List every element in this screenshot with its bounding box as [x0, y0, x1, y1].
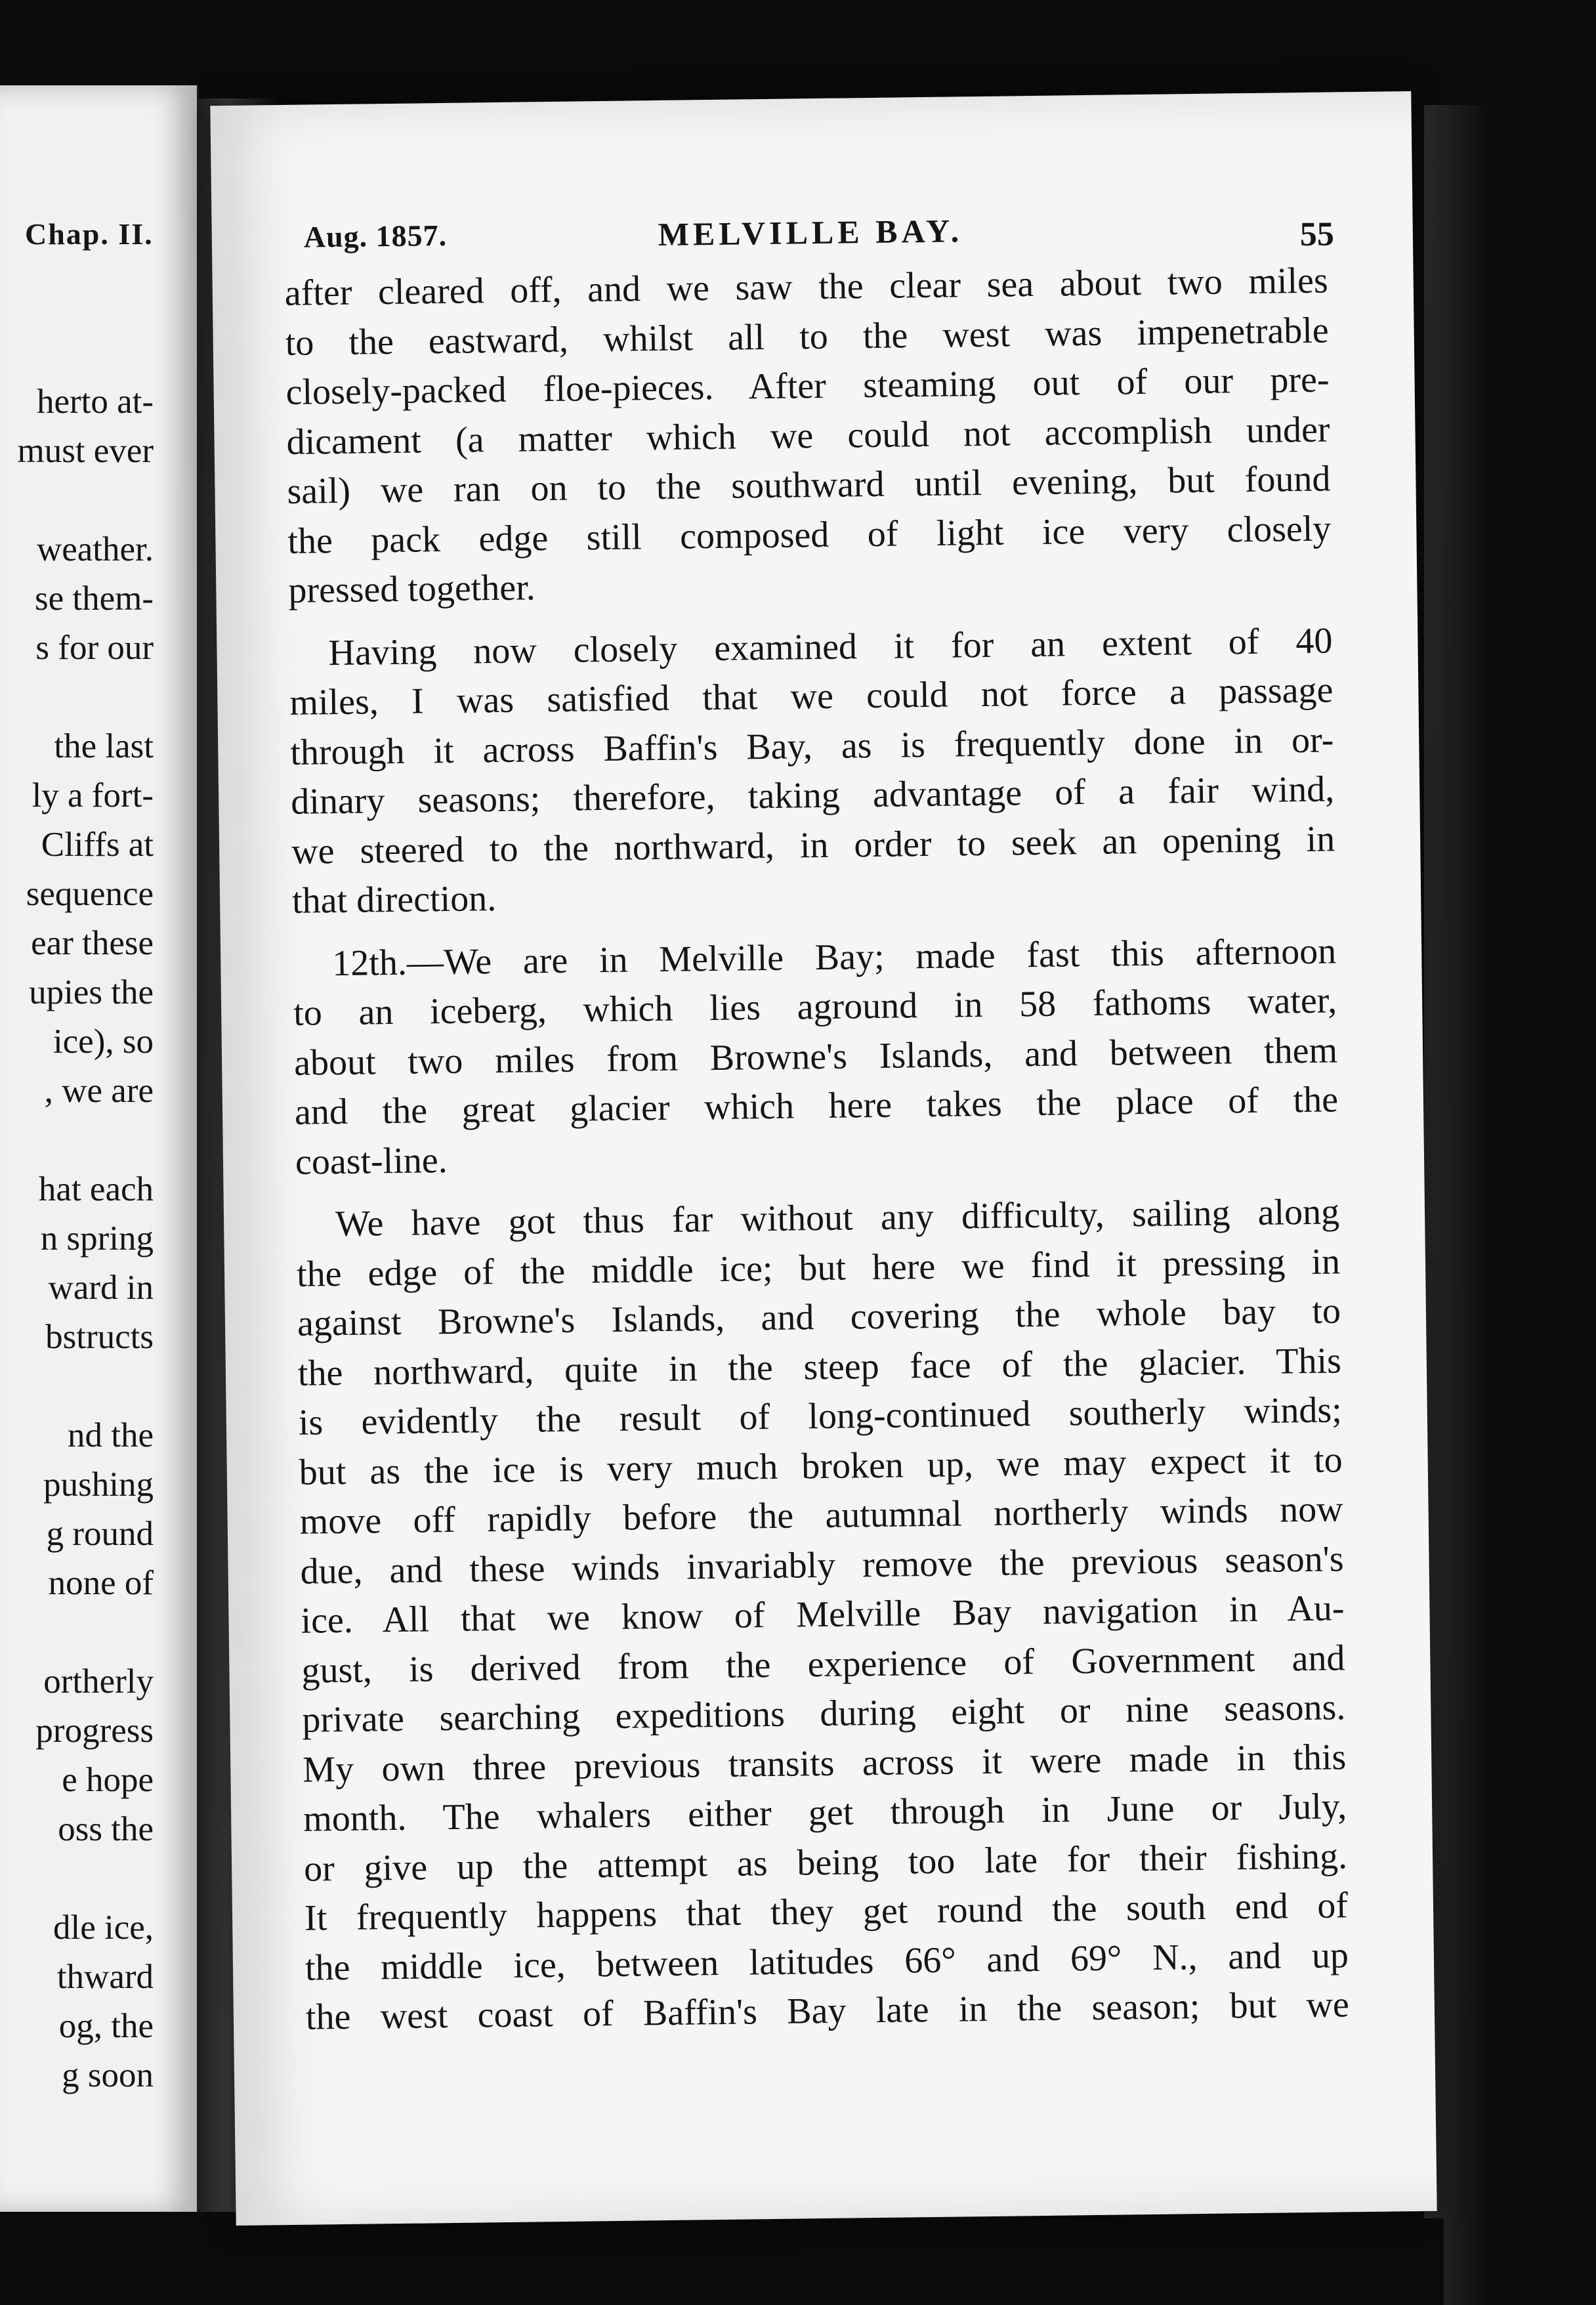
text-line: we steered to the northward, in order to seek an opening in	[291, 818, 1335, 872]
facing-page-line: upies the	[29, 973, 154, 1011]
facing-page-line: , we are	[44, 1072, 154, 1110]
text-line: coast-line.	[295, 1139, 448, 1183]
page-body	[284, 257, 1349, 2043]
running-head-date: Aug. 1857.	[303, 218, 448, 254]
facing-page-header: Chap. II.	[25, 217, 154, 251]
facing-page-line: herto at-	[36, 383, 154, 421]
text-line: Having now closely examined it for an extent of 40	[328, 620, 1333, 673]
text-line: the edge of the middle ice; but here we find it pressing in	[296, 1240, 1341, 1295]
text-line: and the great glacier which here takes the place of the	[294, 1079, 1339, 1133]
text-line: against Browne's Islands, and covering the whole bay to	[297, 1290, 1341, 1344]
facing-page-line: og, the	[58, 2007, 154, 2045]
facing-page-line: progress	[35, 1712, 154, 1750]
text-line: closely-packed floe-pieces. After steaming out of our pre-	[285, 359, 1330, 413]
facing-page-line: ortherly	[43, 1662, 154, 1701]
text-line: through it across Baffin's Bay, as is frequently done in or-	[290, 719, 1334, 773]
page-edge-shadow	[1424, 105, 1596, 2305]
facing-page-line: oss the	[58, 1810, 154, 1848]
facing-page-line: weather.	[36, 530, 154, 568]
text-line: the middle ice, between latitudes 66° and 69° N., and up	[304, 1934, 1349, 1989]
facing-page-line: ice), so	[52, 1023, 154, 1061]
facing-page	[0, 85, 199, 2212]
facing-page-line: must ever	[17, 432, 154, 470]
facing-page-line: s for our	[35, 629, 154, 667]
text-line: after cleared off, and we saw the clear sea about two miles	[284, 260, 1329, 314]
facing-page-line: the last	[54, 727, 154, 765]
text-line: We have got thus far without any difficulty, sailing along	[335, 1191, 1340, 1245]
text-line: the west coast of Baffin's Bay late in the season; but we	[305, 1984, 1350, 2038]
facing-page-line: ear these	[31, 924, 154, 962]
text-line: miles, I was satisfied that we could not force a passage	[289, 669, 1334, 723]
facing-page-line: pushing	[43, 1466, 154, 1504]
text-line: to the eastward, whilst all to the west was impenetrable	[285, 310, 1330, 364]
facing-page-line: se them-	[34, 580, 154, 618]
text-line: sail) we ran on to the southward until evening, but found	[287, 458, 1331, 512]
running-head	[303, 207, 1334, 265]
text-line: ice. All that we know of Melville Bay navigation in Au-	[301, 1588, 1345, 1641]
text-line: about two miles from Browne's Islands, and between them	[293, 1029, 1338, 1084]
facing-page-line: bstructs	[45, 1318, 154, 1356]
text-line: the pack edge still composed of light ice very closely	[287, 507, 1332, 562]
paragraph	[289, 616, 1335, 926]
text-line: or give up the attempt as being too late for their fishing.	[303, 1835, 1348, 1890]
text-line: due, and these winds invariably remove the previous season's	[300, 1538, 1344, 1592]
facing-page-line: n spring	[40, 1219, 154, 1258]
running-head-title: MELVILLE BAY.	[658, 212, 963, 253]
text-line: that direction.	[291, 878, 497, 921]
bottom-margin-shadow	[197, 2218, 1444, 2305]
facing-page-line: g round	[46, 1515, 154, 1553]
text-line: month. The whalers either get through in June or July,	[303, 1786, 1347, 1840]
text-line: It frequently happens that they get round the south end of	[304, 1885, 1349, 1939]
text-line: move off rapidly before the autumnal northerly winds now	[299, 1489, 1343, 1542]
facing-page-line: hat each	[38, 1170, 154, 1208]
text-line: dicament (a matter which we could not accomplish under	[286, 408, 1330, 463]
facing-page-line: Cliffs at	[41, 826, 154, 864]
paragraph	[284, 257, 1332, 616]
paragraph	[293, 927, 1339, 1187]
text-line: private searching expeditions during eight or nine seasons.	[302, 1687, 1346, 1741]
page-number: 55	[1299, 215, 1335, 254]
book-page	[210, 91, 1437, 2226]
text-line: to an iceberg, which lies aground in 58 fathoms water,	[293, 980, 1337, 1034]
paragraph	[296, 1187, 1350, 2042]
text-line: dinary seasons; therefore, taking advantage of a fair wind,	[290, 769, 1335, 822]
facing-page-line: none of	[48, 1564, 154, 1602]
facing-page-line: nd the	[68, 1416, 154, 1454]
text-line: My own three previous transits across it were made in this	[302, 1736, 1347, 1790]
facing-page-line: dle ice,	[52, 1909, 154, 1947]
text-line: the northward, quite in the steep face of the glacier. This	[297, 1340, 1342, 1394]
facing-page-line: ward in	[48, 1269, 154, 1307]
text-line: but as the ice is very much broken up, we may expect it to	[299, 1439, 1343, 1493]
facing-page-line: sequence	[26, 875, 154, 913]
text-line: gust, is derived from the experience of Government and	[301, 1637, 1345, 1691]
facing-page-line: e hope	[62, 1761, 154, 1799]
text-line: pressed together.	[287, 567, 536, 611]
facing-page-line: ly a fort-	[32, 776, 154, 814]
facing-page-line: thward	[56, 1958, 154, 1996]
facing-page-line: g soon	[62, 2056, 154, 2094]
text-line: is evidently the result of long-continued southerly winds;	[298, 1389, 1343, 1443]
text-line: 12th.—We are in Melville Bay; made fast this afternoon	[331, 930, 1337, 984]
